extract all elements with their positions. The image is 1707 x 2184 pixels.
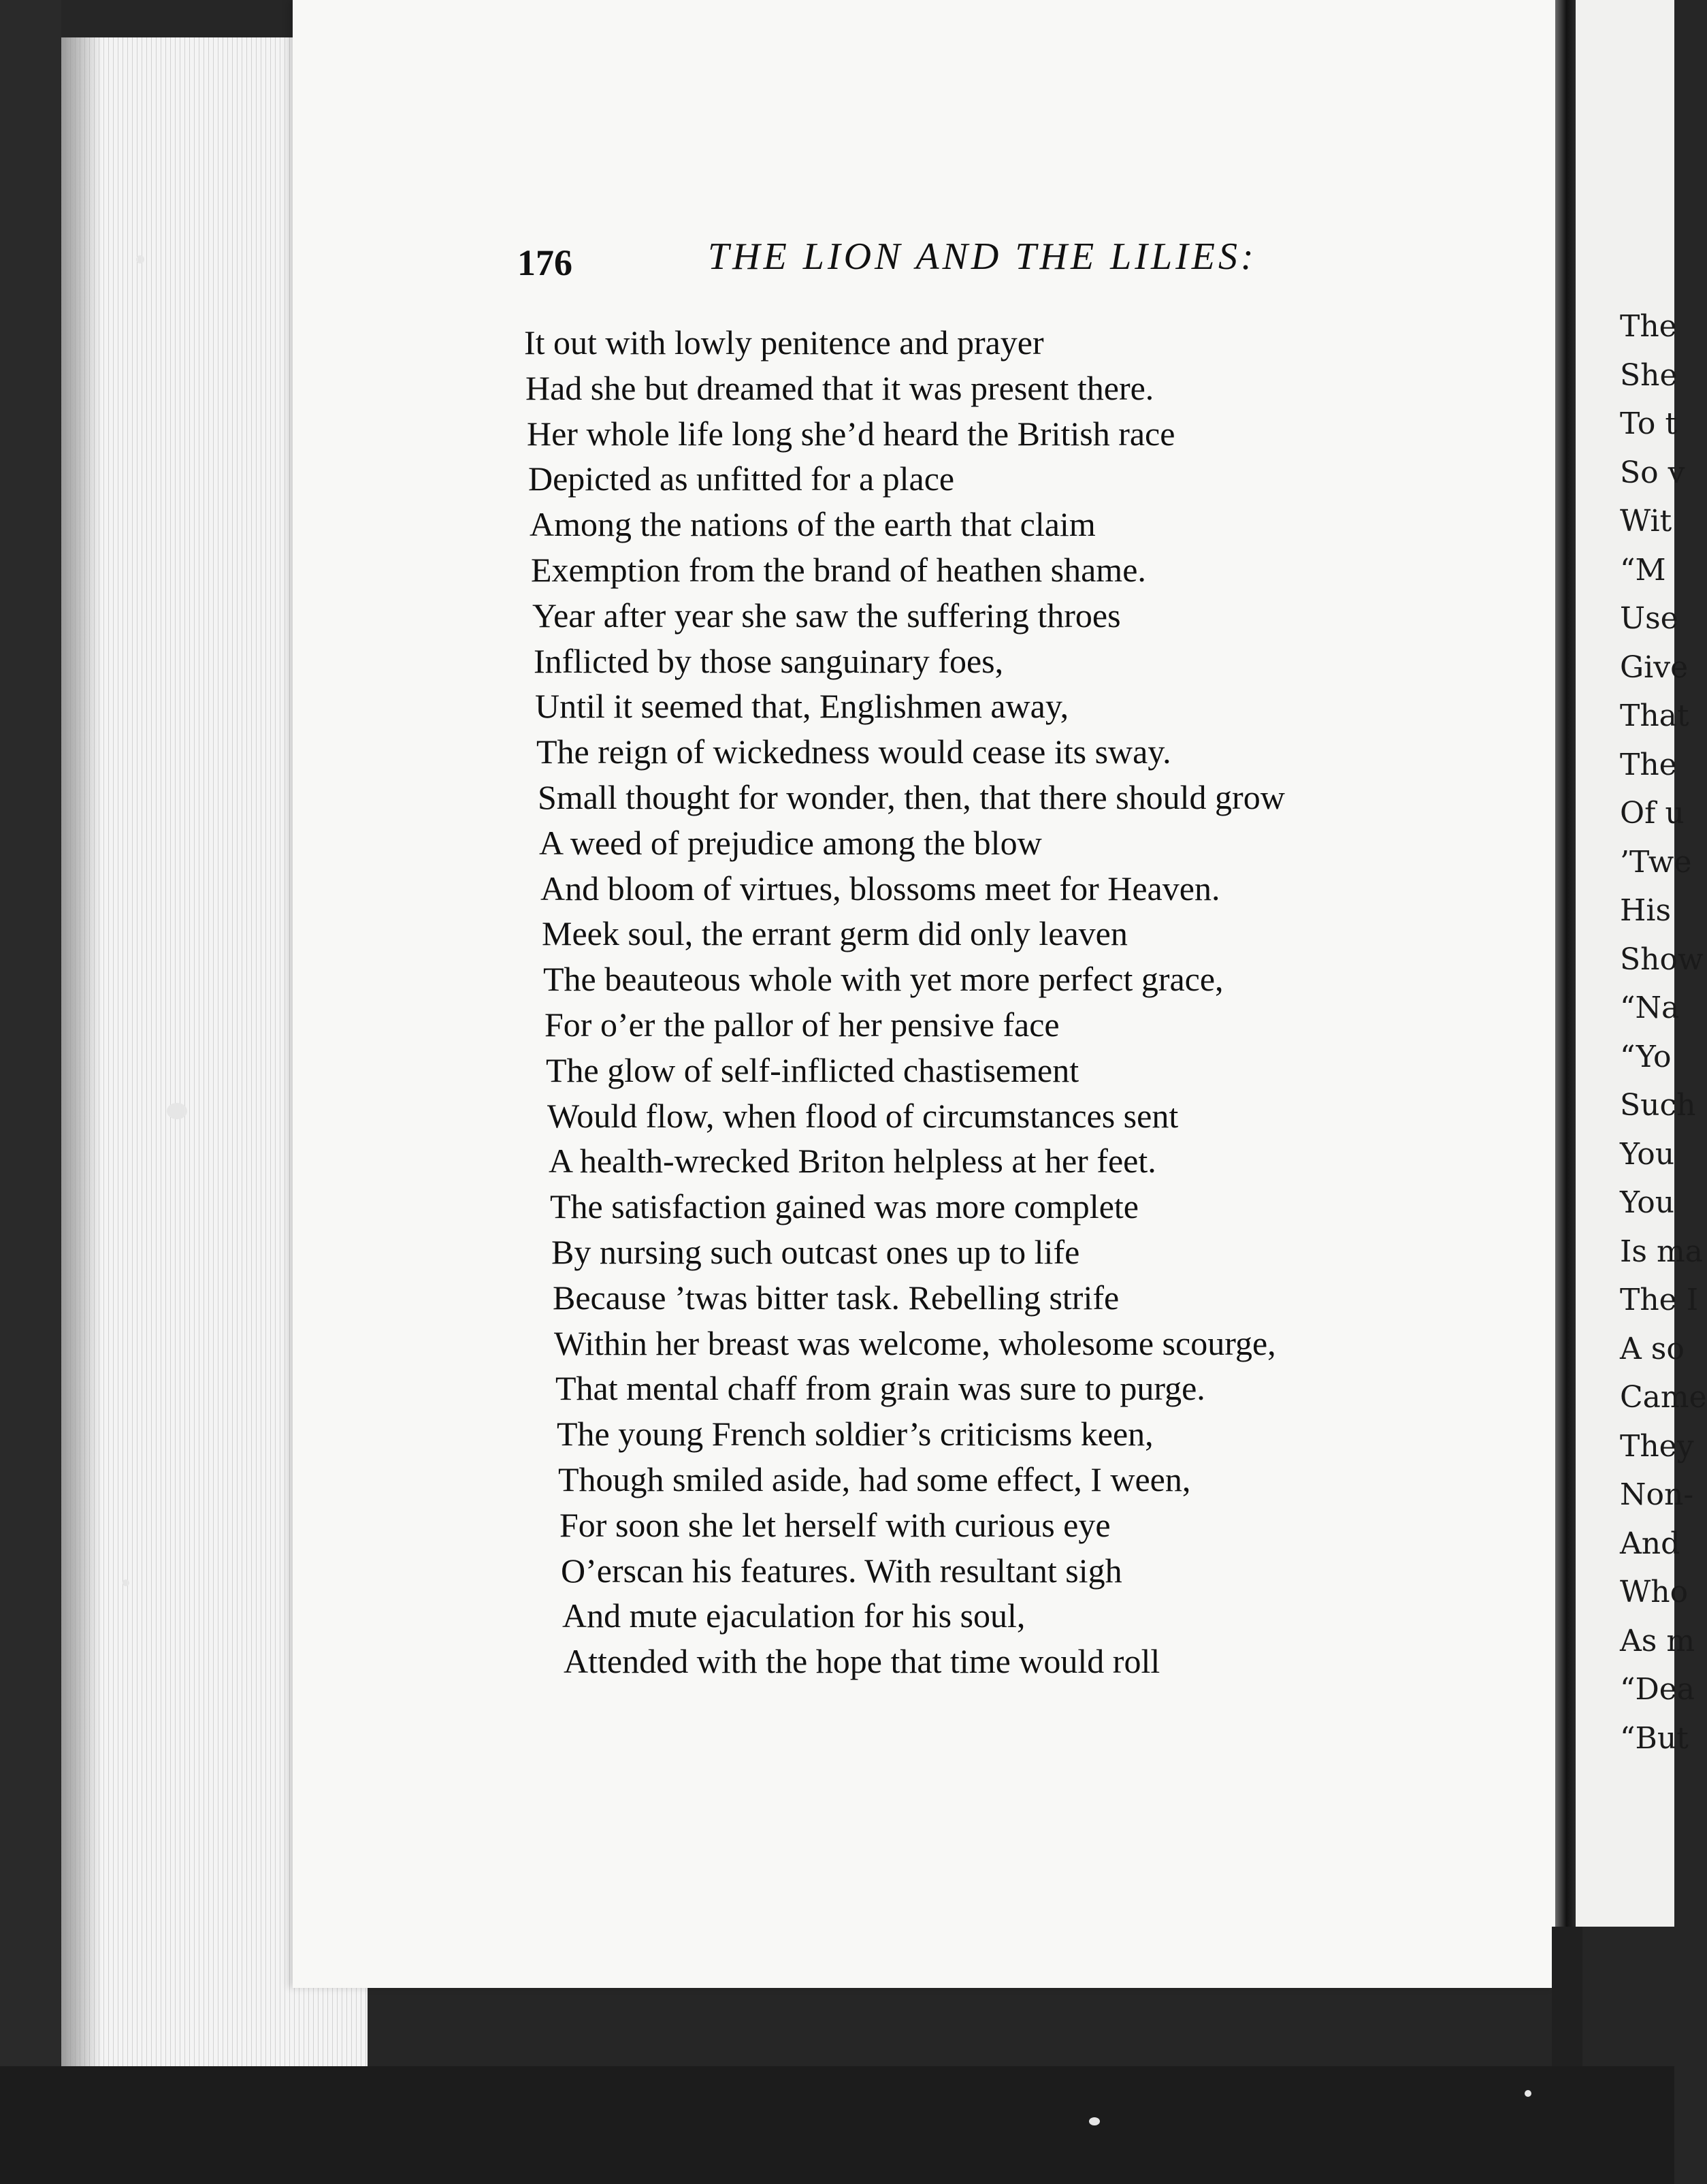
next-page-fragment: Came (1620, 1380, 1707, 1415)
next-page-fragment: The (1620, 309, 1677, 344)
verse-line: Year after year she saw the suffering throes (532, 596, 1121, 635)
dust-speck (123, 1579, 129, 1586)
next-page-fragment: Use (1620, 601, 1678, 636)
next-page-fragment: You (1620, 1137, 1675, 1172)
verse-line: The satisfaction gained was more complete (550, 1187, 1139, 1225)
dust-speck (1525, 2090, 1531, 2097)
verse-line: Until it seemed that, Englishmen away, (535, 687, 1069, 725)
verse-line: The reign of wickedness would cease its sway. (536, 733, 1171, 771)
verse-line: Because ’twas bitter task. Rebelling strife (553, 1279, 1120, 1317)
verse-line: Had she but dreamed that it was present there. (525, 369, 1154, 407)
scan-background-bottom (0, 2066, 1674, 2184)
verse-line: Attended with the hope that time would roll (564, 1642, 1160, 1680)
next-page-fragment: And (1620, 1526, 1680, 1561)
verse-line: The beauteous whole with yet more perfect grace, (543, 960, 1224, 998)
verse-line: That mental chaff from grain was sure to purge. (555, 1369, 1205, 1407)
verse-line: A weed of prejudice among the blow (539, 824, 1042, 862)
next-page-fragment: Show (1620, 942, 1704, 977)
verse-line: Meek soul, the errant germ did only leaven (542, 914, 1128, 952)
verse-line: And mute ejaculation for his soul, (562, 1596, 1026, 1635)
verse-line: Though smiled aside, had some effect, I ween, (558, 1460, 1191, 1498)
verse-line: Would flow, when flood of circumstances sent (547, 1097, 1179, 1135)
next-page-fragment: As m (1620, 1624, 1695, 1658)
verse-line: Her whole life long she’d heard the British race (527, 415, 1175, 453)
verse-line: Small thought for wonder, then, that there should grow (538, 778, 1285, 816)
verse-line: Among the nations of the earth that claim (530, 505, 1096, 543)
next-page-fragment: The I (1620, 1283, 1699, 1317)
verse-line: O’erscan his features. With resultant sigh (561, 1552, 1122, 1590)
running-title: THE LION AND THE LILIES: (708, 236, 1257, 278)
book-gutter-bottom (1552, 1927, 1582, 2066)
next-page-fragment: “But (1620, 1721, 1689, 1756)
next-page-fragment: Of u (1620, 796, 1685, 831)
verse-line: Depicted as unfitted for a place (528, 460, 955, 498)
verse-line: A health-wrecked Briton helpless at her feet. (549, 1142, 1156, 1180)
dust-speck (1089, 2117, 1100, 2125)
next-page-fragment: They (1620, 1429, 1694, 1464)
verse-line: It out with lowly penitence and prayer (524, 323, 1044, 362)
next-page-fragment: You (1620, 1185, 1675, 1220)
verse-line: And bloom of virtues, blossoms meet for Heaven. (540, 869, 1220, 908)
dust-speck (136, 255, 144, 263)
next-page-fragment: Such (1620, 1088, 1696, 1123)
next-page-fragment: To t (1620, 406, 1678, 441)
next-page-fragment: So v (1620, 455, 1685, 490)
scan-background-left (0, 0, 61, 2184)
next-page-fragment: His (1620, 893, 1672, 928)
next-page-fragment: Non- (1620, 1477, 1694, 1512)
next-page-fragment: “Yo (1620, 1040, 1672, 1074)
next-page-fragment: Wit (1620, 504, 1672, 539)
verse-line: Inflicted by those sanguinary foes, (534, 642, 1004, 680)
next-page-fragment: A so (1620, 1332, 1685, 1366)
next-page-fragment: Who (1620, 1575, 1689, 1609)
verse-line: By nursing such outcast ones up to life (551, 1233, 1080, 1271)
verse-line: The glow of self-inflicted chastisement (546, 1051, 1079, 1089)
next-page-fragment: “Dea (1620, 1672, 1695, 1707)
next-page-fragment: She (1620, 358, 1678, 393)
dust-speck (167, 1103, 187, 1119)
book-gutter (1555, 0, 1576, 1927)
next-page-fragment: “Na (1620, 991, 1680, 1025)
page-number: 176 (517, 242, 572, 283)
verse-line: For soon she let herself with curious eye (559, 1506, 1111, 1544)
next-page-fragment: “M (1620, 553, 1666, 588)
next-page-fragment: The (1620, 748, 1677, 782)
verse-line: Exemption from the brand of heathen shame. (531, 551, 1146, 589)
verse-line: For o’er the pallor of her pensive face (544, 1006, 1060, 1044)
next-page-fragment: Is ma (1620, 1234, 1703, 1269)
page-edges-shadow (61, 37, 102, 2066)
verse-line: The young French soldier’s criticisms keen, (557, 1415, 1154, 1453)
next-page-fragment: ’Twe (1620, 845, 1692, 880)
next-page-fragment: Give (1620, 650, 1689, 685)
next-page-fragment: That (1620, 698, 1689, 733)
verse-line: Within her breast was welcome, wholesome scourge, (554, 1324, 1276, 1362)
